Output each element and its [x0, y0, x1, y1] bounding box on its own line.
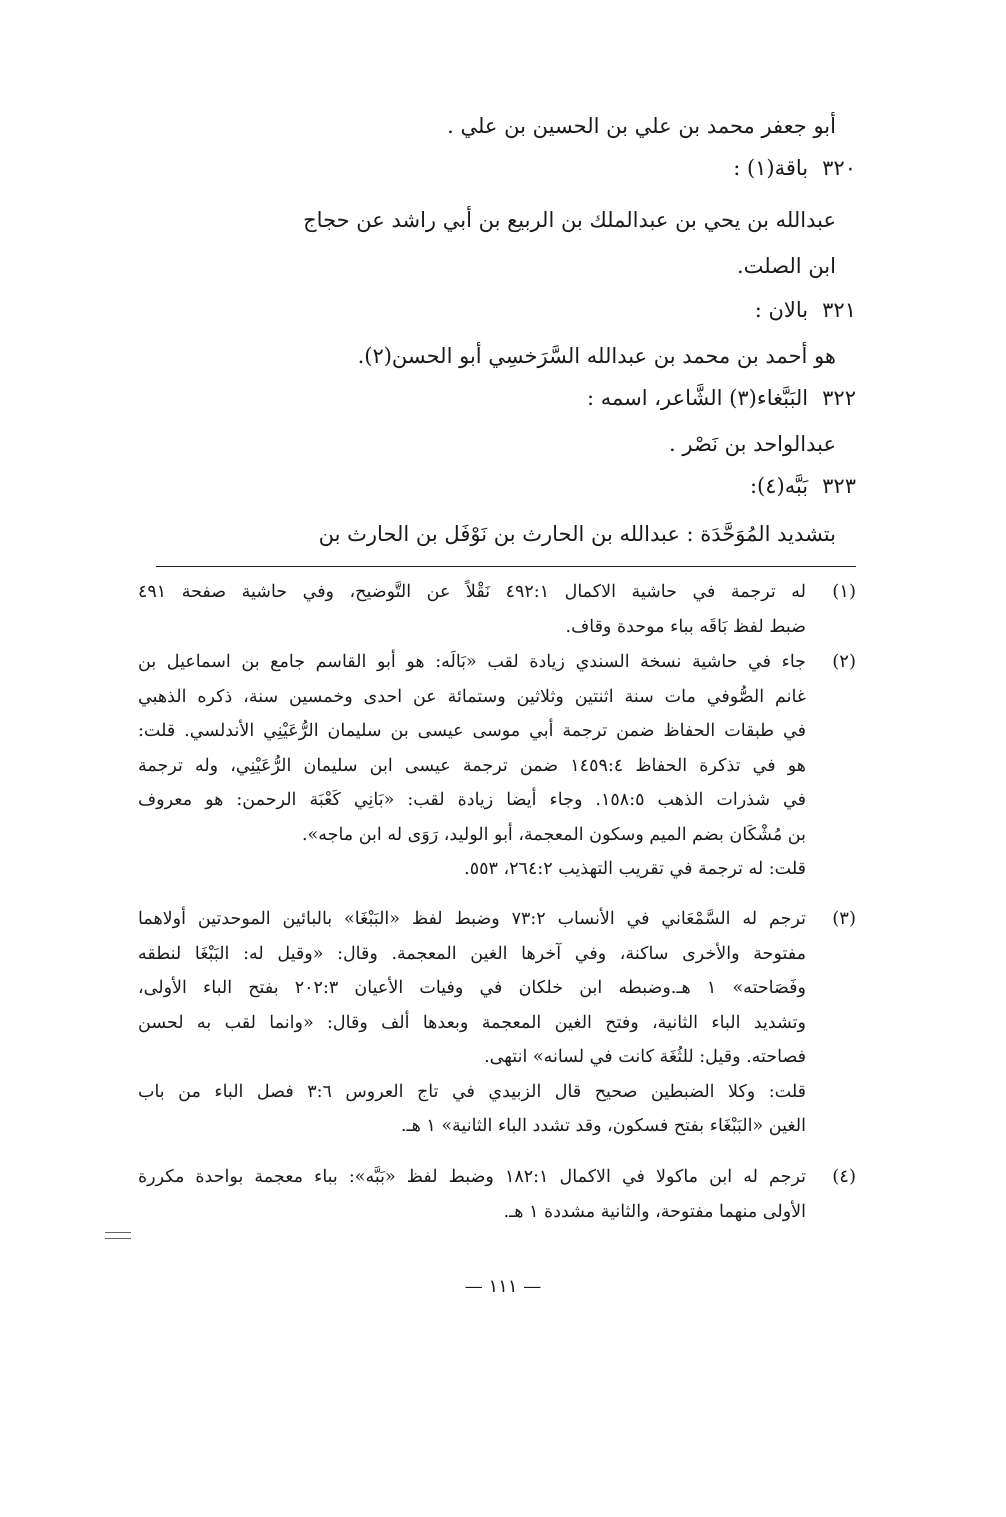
entry-number: ٣٢٣ — [822, 474, 856, 498]
text-line: أبو جعفر محمد بن علي بن الحسين بن علي . — [447, 114, 836, 138]
footnote-line: مفتوحة والأخرى ساكنة، وفي آخرها الغين المعجمة. وقال: «وقيل له: البَبْغَا لنطقه — [138, 943, 806, 964]
footnote-line: في طبقات الحفاظ ضمن ترجمة أبي موسى عيسى بن سليمان الرُّعَيْنِي الأندلسي. قلت: — [138, 721, 806, 741]
footnote-number: (٣) — [832, 908, 856, 929]
entry-321: ٣٢١بالان : — [754, 298, 856, 322]
footnote-line: ترجم له ابن ماكولا في الاكمال ١٨٢:١ وضبط لفظ «بَبَّه»: بباء معجمة بواحدة مكررة — [138, 1167, 806, 1187]
footnote-line: وفَصَاحته» ١ هـ.وضبطه ابن خلكان في وفيات الأعيان ٢٠٢:٣ بفتح الباء الأولى، — [138, 978, 806, 998]
entry-323: ٣٢٣بَبَّه(٤): — [749, 474, 856, 498]
footnote-4 — [138, 1160, 856, 1229]
footnote-number: (٤) — [832, 1166, 856, 1187]
margin-mark — [105, 1232, 131, 1239]
footnote-line: قلت: له ترجمة في تقريب التهذيب ٢٦٤:٢، ٥٥٣. — [464, 859, 806, 879]
entry-number: ٣٢١ — [822, 298, 856, 322]
entry-number: ٣٢٠ — [822, 156, 856, 180]
entry-320: ٣٢٠باقة(١) : — [733, 156, 856, 180]
footnote-line: له ترجمة في حاشية الاكمال ٤٩٢:١ نَقْلاً عن التَّوضيح، وفي حاشية صفحة ٤٩١ — [138, 582, 806, 602]
entry-322: ٣٢٢البَبَّغاء(٣) الشَّاعر، اسمه : — [586, 386, 856, 410]
text-line: عبدالواحد بن نَصْر . — [669, 432, 836, 456]
footnote-line: ضبط لفظ بَاقَه بباء موحدة وقاف. — [565, 616, 806, 637]
text-line: ابن الصلت. — [736, 254, 836, 278]
text-line: عبدالله بن يحي بن عبدالملك بن الربيع بن أبي راشد عن حجاج — [303, 208, 836, 232]
footnote-line: فصاحته. وقيل: للثُغَة كانت في لسانه» انتهى. — [484, 1047, 806, 1067]
footnote-line: ترجم له السَّمْعَاني في الأنساب ٧٣:٢ وضبط لفظ «البَبْغَا» بالبائين الموحدتين أولاهما — [138, 909, 806, 929]
text-line: بتشديد المُوَحَّدَة : عبدالله بن الحارث بن نَوْفَل بن الحارث بن — [318, 522, 836, 546]
footnote-line: الأولى منهما مفتوحة، والثانية مشددة ١ هـ. — [503, 1201, 806, 1222]
footnote-line: هو في تذكرة الحفاظ ١٤٥٩:٤ ضمن ترجمة عيسى ابن سليمان الرُّعَيْنِي، وله ترجمة — [138, 755, 806, 776]
footnote-number: (٢) — [832, 651, 856, 672]
footnote-line: الغين «البَبْغَاء بفتح فسكون، وقد تشدد الباء الثانية» ١ هـ. — [400, 1116, 806, 1136]
footnote-line: وتشديد الباء الثانية، وفتح الغين المعجمة وبعدها ألف وقال: «وانما لقب به لحسن — [138, 1012, 806, 1033]
text-line: هو أحمد بن محمد بن عبدالله السَّرَخسِي أبو الحسن(٢). — [357, 344, 836, 368]
page-number: — ١١١ — — [464, 1276, 542, 1297]
footnote-line: قلت: وكلا الضبطين صحيح قال الزبيدي في تاج العروس ٣:٦ فصل الباء من باب — [138, 1081, 806, 1102]
footnote-line: جاء في حاشية نسخة السندي زيادة لقب «بَالَه: هو أبو القاسم جامع بن اسماعيل بن — [138, 652, 806, 672]
entry-number: ٣٢٢ — [822, 386, 856, 410]
footnote-2 — [138, 645, 856, 887]
footnote-line: في شذرات الذهب ١٥٨:٥. وجاء أيضا زيادة لقب: «بَانِي كَعْبَة الرحمن: هو معروف — [138, 790, 806, 810]
footnote-line: غانم الصُّوفي مات سنة اثنتين وثلاثين وستمائة عن احدى وخمسين سنة، ذكره الذهبي — [138, 686, 806, 707]
footnote-number: (١) — [832, 581, 856, 602]
footnote-1 — [138, 575, 856, 644]
footnote-divider — [156, 566, 856, 567]
footnote-line: بن مُشْكَان بضم الميم وسكون المعجمة، أبو الوليد، رَوَى له ابن ماجه». — [301, 824, 806, 845]
footnote-3 — [138, 902, 856, 1144]
